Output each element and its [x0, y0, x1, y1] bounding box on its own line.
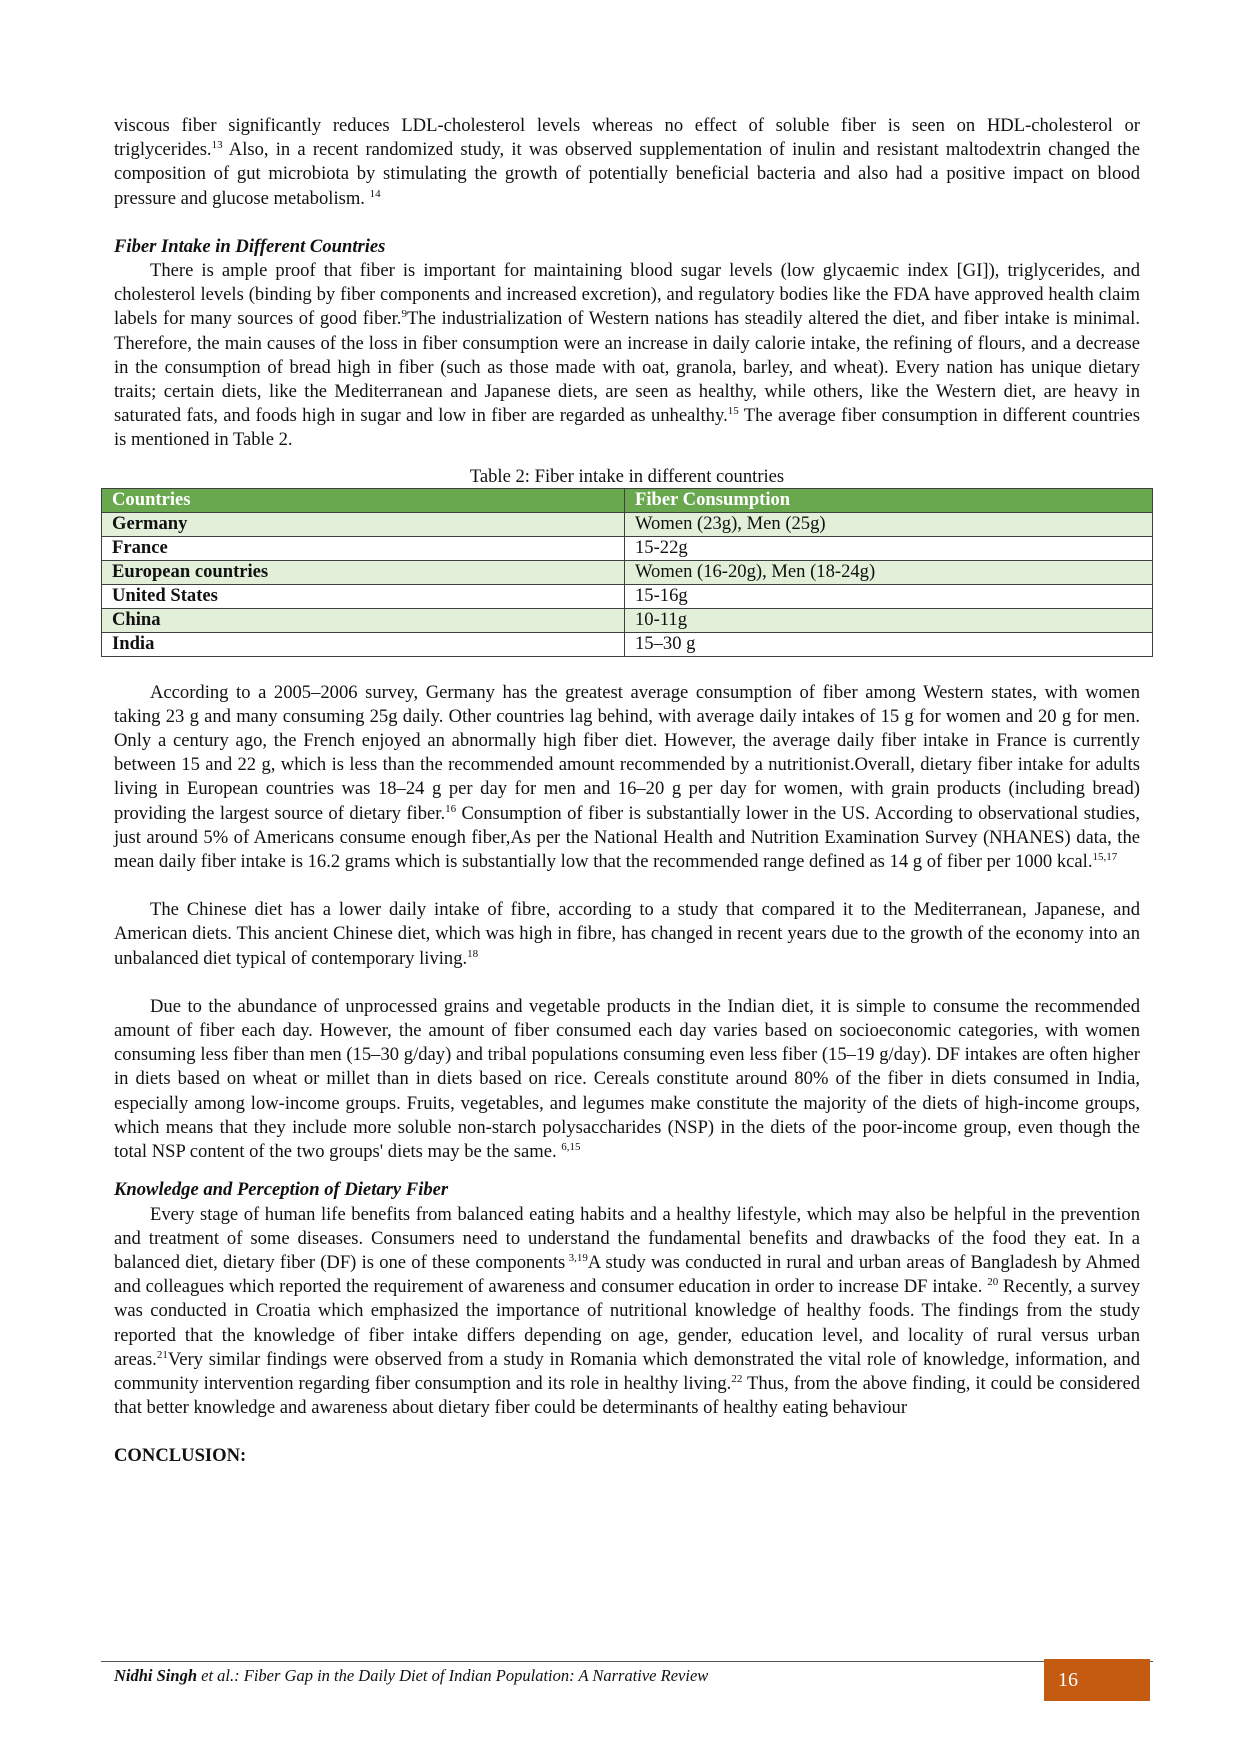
paragraph-china: The Chinese diet has a lower daily intake of fibre, according to a study that compared it to the Mediterranean, Japanese, and American diets. This ancient Chinese diet, which was high in fibre, has changed in recent years due to the growth of the economy into an unbalanced diet typical of contemporary living.$^{18}$: [114, 899, 1140, 969]
fiber-intake-table: [101, 488, 1153, 657]
page-number: 16: [1058, 1669, 1078, 1691]
table-cell-value: Women (16-20g), Men (18-24g): [625, 560, 1153, 584]
citation: 22: [731, 1372, 743, 1385]
main-content: [114, 114, 1140, 1468]
citation: 18: [467, 947, 479, 960]
table-cell-value: 15–30 g: [625, 632, 1153, 656]
citation: 16: [445, 802, 457, 815]
citation: 15,17: [1092, 851, 1118, 864]
table-row: [102, 632, 1153, 656]
paragraph-countries: There is ample proof that fiber is important for maintaining blood sugar levels (low glycaemic index [GI]), triglycerides, and cholesterol levels (binding by fiber components and increased excretion), and regulatory bodies like the FDA have approved health claim labels for many sources of good fiber.$^9$The industrialization of Western nations has steadily altered the diet, and fiber intake is minimal. Therefore, the main causes of the loss in fiber consumption were an increase in daily calorie intake, the refining of flours, and a decrease in the consumption of bread high in fiber (such as those made with oat, granola, barley, and wheat). Every nation has unique dietary traits; certain diets, like the Mediterranean and Japanese diets, are seen as healthy, while others, like the Western diet, are heavy in saturated fats, and foods high in sugar and low in fiber are regarded as unhealthy.$^{15}$ The average fiber consumption in different countries is mentioned in Table 2.: [114, 260, 1141, 451]
citation: 21: [156, 1348, 168, 1361]
paragraph-germany: According to a 2005–2006 survey, Germany has the greatest average consumption of fiber among Western states, with women taking 23 g and many consuming 25g daily. Other countries lag behind, with average daily intakes of 15 g for women and 20 g for men. Only a century ago, the French enjoyed an abnormally high fiber diet. However, the average daily fiber intake in France is currently between 15 and 22 g, which is less than the recommended amount recommended by a nutritionist.Overall, dietary fiber intake for adults living in European countries was 18–24 g per day for men and 16–20 g per day for women, with grain products (including bread) providing the largest source of dietary fiber.$^{16}$ Consumption of fiber is substantially lower in the US. According to observational studies, just around 5% of Americans consume enough fiber,As per the National Health and Nutrition Examination Survey (NHANES) data, the mean daily fiber intake is 16.2 grams which is substantially low that the recommended range defined as 14 g of fiber per 1000 kcal.$^{15,17}$: [114, 681, 1140, 873]
section-heading-knowledge: Knowledge and Perception of Dietary Fiber: [114, 1179, 449, 1201]
table-row: [102, 584, 1153, 608]
citation: 9: [401, 308, 407, 321]
table-cell-country: Germany: [102, 512, 625, 536]
table-cell-country: European countries: [102, 560, 625, 584]
table-row: [102, 536, 1153, 560]
table-row: [102, 608, 1153, 632]
table-row: [102, 560, 1153, 584]
citation: 20: [987, 1276, 999, 1289]
table-cell-value: Women (23g), Men (25g): [625, 512, 1153, 536]
footer-divider: [101, 1661, 1153, 1662]
citation: 15: [727, 405, 739, 418]
table-cell-country: United States: [102, 584, 625, 608]
page-number-box: [1044, 1659, 1150, 1701]
footer-etal: et al.: [197, 1666, 235, 1685]
table-cell-value: 15-22g: [625, 536, 1153, 560]
conclusion-heading: CONCLUSION:: [114, 1445, 247, 1467]
table-cell-country: China: [102, 608, 625, 632]
footer-author: Nidhi Singh: [114, 1666, 197, 1685]
citation: 13: [211, 139, 223, 152]
footer-title: : Fiber Gap in the Daily Diet of Indian Population: A Narrative Review: [234, 1666, 709, 1685]
table-cell-country: India: [102, 632, 625, 656]
table-cell-value: 10-11g: [625, 608, 1153, 632]
table-caption: Table 2: Fiber intake in different countries: [469, 465, 785, 487]
table-header-cell: Countries: [102, 488, 625, 512]
paragraph-knowledge: Every stage of human life benefits from balanced eating habits and a healthy lifestyle, which may also be helpful in the prevention and treatment of some diseases. Consumers need to understand the fundamental benefits and drawbacks of the food they eat. In a balanced diet, dietary fiber (DF) is one of these components $^{3,19}$A study was conducted in rural and urban areas of Bangladesh by Ahmed and colleagues which reported the requirement of awareness and consumer education in order to increase DF intake. $^{20}$ Recently, a survey was conducted in Croatia which emphasized the importance of nutritional knowledge of healthy foods. The findings from the study reported that the knowledge of fiber intake differs depending on age, gender, education level, and locality of rural versus urban areas.$^{21}$Very similar findings were observed from a study in Romania which demonstrated the vital role of knowledge, information, and community intervention regarding fiber consumption and its role in healthy living.$^{22}$ Thus, from the above finding, it could be considered that better knowledge and awareness about dietary fiber could be determinants of healthy eating behaviour: [114, 1203, 1141, 1419]
paragraph-india: Due to the abundance of unprocessed grains and vegetable products in the Indian diet, it is simple to consume the recommended amount of fiber each day. However, the amount of fiber consumed each day varies based on socioeconomic categories, with women consuming less fiber than men (15–30 g/day) and tribal populations consuming even less fiber (15–19 g/day). DF intakes are often higher in diets based on wheat or millet than in diets based on rice. Cereals constitute around 80% of the fiber in diets consumed in India, especially among low-income groups. Fruits, vegetables, and legumes make constitute the majority of the diets of high-income groups, which means that they include more soluble non-starch polysaccharides (NSP) in the diets of the poor-income group, even though the total NSP content of the two groups' diets may be the same. $^{6,15}$: [114, 995, 1140, 1163]
table-cell-value: 15-16g: [625, 584, 1153, 608]
citation: 6,15: [561, 1141, 581, 1154]
section-heading-countries: Fiber Intake in Different Countries: [114, 235, 386, 257]
table-header-cell: Fiber Consumption: [625, 488, 1153, 512]
table-cell-country: France: [102, 536, 625, 560]
citation: 14: [369, 187, 381, 200]
paragraph-intro: viscous fiber significantly reduces LDL-cholesterol levels whereas no effect of soluble fiber is seen on HDL-cholesterol or triglycerides.$^{13}$ Also, in a recent randomized study, it was observed supplementation of inulin and resistant maltodextrin changed the composition of gut microbiota by stimulating the growth of potentially beneficial bacteria and also had a positive impact on blood pressure and glucose metabolism. $^{14}$: [114, 115, 1140, 209]
table-row: [102, 512, 1153, 536]
table-header-row: [102, 488, 1153, 512]
citation: 3,19: [565, 1251, 588, 1264]
running-footer: [114, 1665, 1014, 1687]
